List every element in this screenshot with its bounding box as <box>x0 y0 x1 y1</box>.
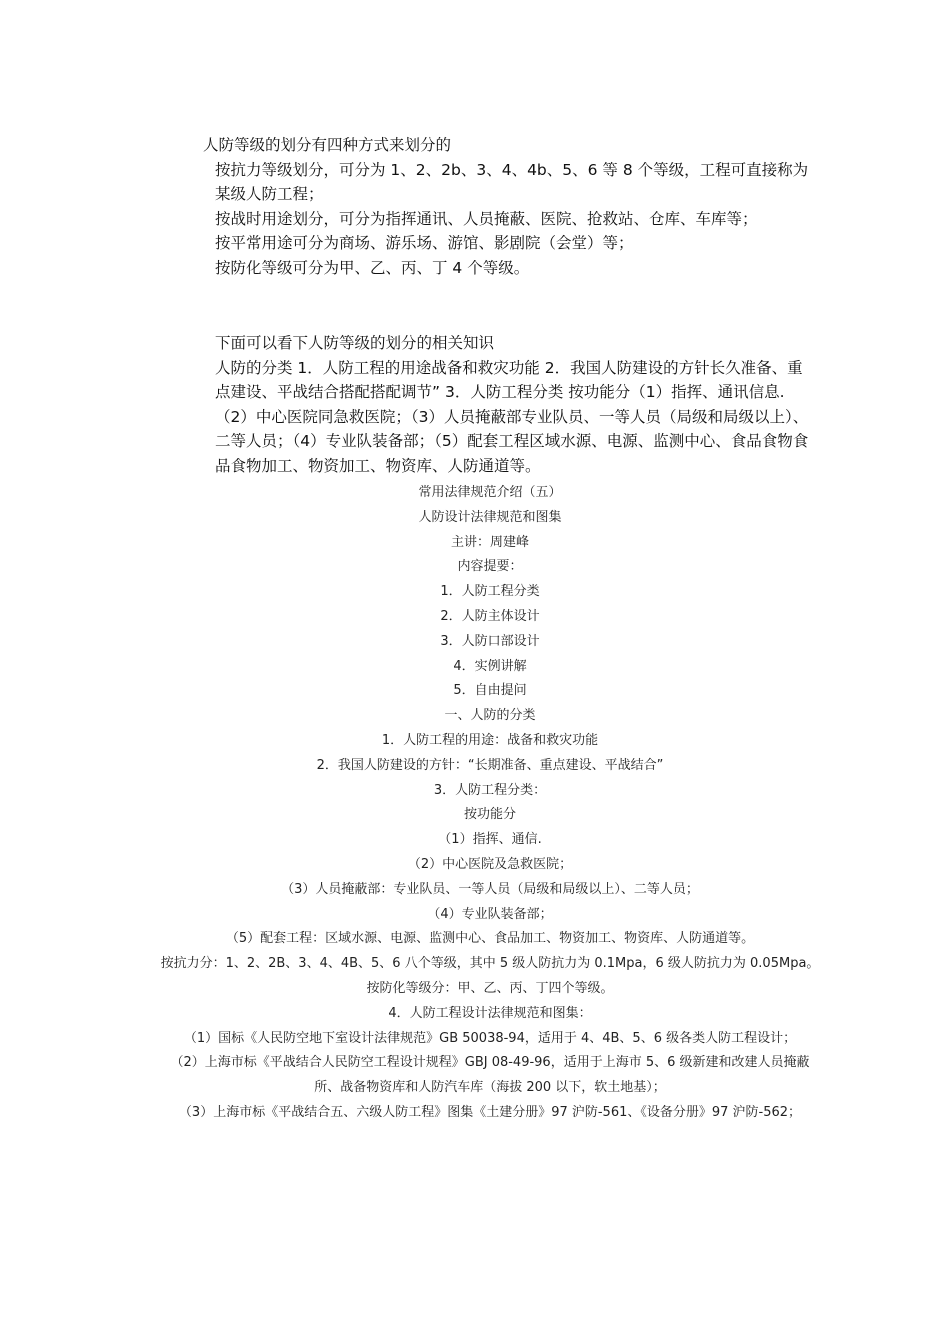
chapter-heading: 一、人防的分类 <box>444 708 536 724</box>
standard-item: （1）国标《人民防空地下室设计法律规范》GB 50038-94，适用于 4、4B、5、6 级各类人防工程设计； <box>183 1030 797 1046</box>
outline-line: 1．人防工程的用途：战备和救灾功能 <box>381 732 599 748</box>
standard-item: （3）上海市标《平战结合五、六级人防工程》图集《土建分册》97 沪防-561、《设备分册》97 沪防-562； <box>178 1104 802 1120</box>
classification-paragraph: 人防的分类 1．人防工程的用途战备和救灾功能 2．我国人防建设的方针长久准备、重点建设、平战结合搭配搭配调节” 3．人防工程分类 按功能分（1）指挥、通讯信息.（2）中心医院同急救医院；（3）人员掩蔽部专业队员、一等人员（局级和局级以上）、二等人员；（4）专业队装备部；（5）配套工程区域水源、电源、监测中心、食品食物食品食物加工、物资加工、物资库、人防通道等。 <box>215 358 809 475</box>
contents-item: 5．自由提问 <box>453 683 527 699</box>
paragraph-peacetime-use: 按平常用途可分为商场、游乐场、游馆、影剧院（会堂）等； <box>215 234 634 252</box>
contents-heading: 内容提要： <box>457 559 523 575</box>
contents-item: 4．实例讲解 <box>453 658 527 674</box>
outline-line: （1）指挥、通信. <box>438 832 542 848</box>
outline-line: 3．人防工程分类： <box>433 782 547 798</box>
standard-item: （2）上海市标《平战结合人民防空工程设计规程》GBJ 08-49-96，适用于上海市 5、6 级新建和改建人员掩蔽所、战备物资库和人防汽车库（海拔 200 以下，软土地基）； <box>170 1055 810 1096</box>
lecture-series-title: 常用法律规范介绍（五） <box>418 485 562 500</box>
section-heading: 人防等级的划分有四种方式来划分的 <box>203 136 452 154</box>
paragraph-resistance-grade: 按抗力等级划分，可分为 1、2、2b、3、4、4b、5、6 等 8 个等级，工程可直接称为某级人防工程； <box>215 160 809 203</box>
outline-line: 按抗力分：1、2、2B、3、4、4B、5、6 八个等级，其中 5 级人防抗力为 0.1Mpa，6 级人防抗力为 0.05Mpa。 <box>160 956 820 972</box>
outline-line: 按功能分 <box>463 807 516 823</box>
lecturer: 主讲：周建峰 <box>450 534 529 550</box>
outline-line: （2）中心医院及急救医院； <box>407 856 573 872</box>
outline-line: （4）专业队装备部； <box>427 906 553 922</box>
contents-item: 3．人防口部设计 <box>440 633 540 649</box>
contents-item: 1．人防工程分类 <box>440 584 540 600</box>
section-grade-division <box>203 133 813 280</box>
paragraph-wartime-use: 按战时用途划分，可分为指挥通讯、人员掩蔽、医院、抢救站、仓库、车库等； <box>215 209 758 228</box>
lecture-outline <box>160 481 820 1126</box>
contents-item: 2．人防主体设计 <box>440 608 540 624</box>
outline-line: 2．我国人防建设的方针：“长期准备、重点建设、平战结合” <box>316 757 664 773</box>
outline-line: （3）人员掩蔽部：专业队员、一等人员（局级和局级以上）、二等人员； <box>281 881 699 897</box>
outline-line: 按防化等级分：甲、乙、丙、丁四个等级。 <box>366 980 614 996</box>
outline-line: （5）配套工程：区域水源、电源、监测中心、食品加工、物资加工、物资库、人防通道等。 <box>225 931 755 947</box>
outline-line: 4．人防工程设计法律规范和图集： <box>388 1005 592 1021</box>
lecture-title: 人防设计法律规范和图集 <box>418 509 562 525</box>
paragraph-chemical-grade: 按防化等级可分为甲、乙、丙、丁 4 个等级。 <box>215 258 530 277</box>
section-related-knowledge <box>203 331 813 478</box>
intro-line: 下面可以看下人防等级的划分的相关知识 <box>215 334 495 352</box>
